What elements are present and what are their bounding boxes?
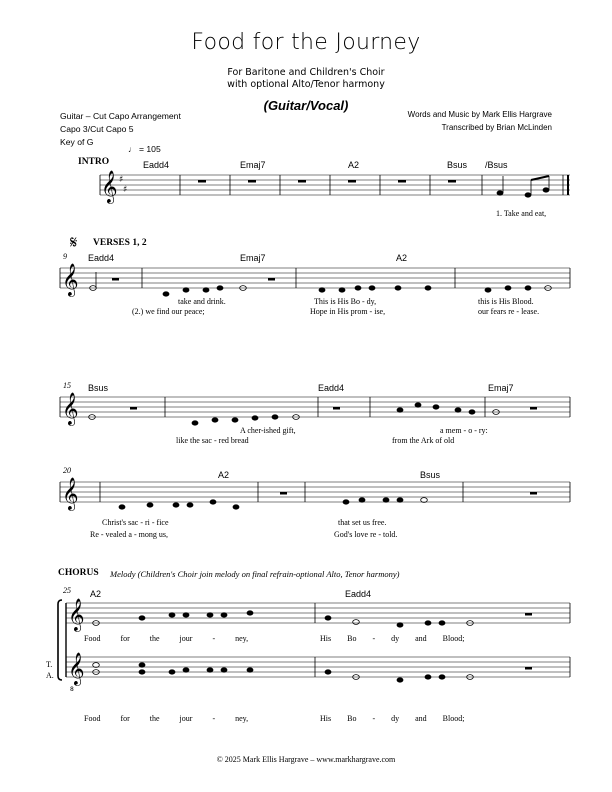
- chord-s3-bsus: Bsus: [88, 383, 109, 393]
- subtitle-line-1: For Baritone and Children's Choir: [227, 67, 385, 78]
- chord-s5-a2: A2: [90, 589, 102, 599]
- lyric-s3-v1-b: a mem - o - ry:: [440, 426, 488, 435]
- chorus-label: CHORUS: [58, 568, 99, 578]
- lyric-s2-v2-a: (2.) we find our peace;: [132, 307, 205, 316]
- subtitle-line-2: with optional Alto/Tenor harmony: [227, 79, 385, 90]
- key-text: Key of G: [60, 137, 94, 147]
- segno-icon: 𝄋: [70, 233, 78, 252]
- barlines: [60, 175, 570, 677]
- words-music-credit: Words and Music by Mark Ellis Hargrave: [407, 110, 552, 119]
- arrangement-text: Guitar – Cut Capo Arrangement: [60, 111, 181, 121]
- lyric-chorus-melody-b: His Bo - dy and Blood;: [320, 634, 465, 643]
- chord-intro-emaj7: Emaj7: [240, 160, 266, 170]
- chord-s2-a2: A2: [396, 253, 408, 263]
- sharp-icon: ♯: [119, 175, 124, 185]
- treble-clef-icon: 𝄞: [101, 170, 118, 203]
- chord-intro-eadd4: Eadd4: [143, 160, 170, 170]
- lyric-s4-v1-b: that set us free.: [338, 518, 387, 527]
- lyric-s2-v2-b: Hope in His prom - ise,: [310, 307, 386, 316]
- staff-label-a: A.: [46, 671, 54, 680]
- staff-label-t: T.: [46, 660, 53, 669]
- lyric-intro: 1. Take and eat,: [496, 209, 547, 218]
- lyric-s2-v1-a: take and drink.: [178, 297, 226, 306]
- system-bracket: [58, 600, 62, 680]
- lyric-chorus-ta-a: Food for the jour - ney,: [84, 714, 249, 723]
- rests: [112, 180, 540, 670]
- intro-label: INTRO: [78, 157, 110, 167]
- lyric-s2-v1-c: this is His Blood.: [478, 297, 534, 306]
- chord-intro-slash-bsus: /Bsus: [485, 160, 508, 170]
- treble-clef-8-icon: 𝄞: [68, 652, 85, 685]
- transcribed-credit: Transcribed by Brian McLinden: [441, 123, 552, 132]
- verses-label: VERSES 1, 2: [93, 238, 147, 248]
- lyric-s3-v2-a: like the sac - red bread: [176, 436, 249, 445]
- capo-text: Capo 3/Cut Capo 5: [60, 124, 134, 134]
- copyright-footer: © 2025 Mark Ellis Hargrave – www.markhargrave.com: [216, 755, 396, 764]
- staff-system-4: [60, 482, 570, 502]
- measure-number-9: 9: [63, 252, 67, 261]
- lyric-s2-v2-c: our fears re - lease.: [478, 307, 540, 316]
- chord-s4-bsus: Bsus: [420, 470, 441, 480]
- lyric-s4-v2-a: Re - vealed a - mong us,: [90, 530, 168, 539]
- chord-s3-eadd4: Eadd4: [318, 383, 345, 393]
- clefs: [62, 170, 127, 693]
- chord-s3-emaj7: Emaj7: [488, 383, 514, 393]
- notes: [89, 176, 552, 682]
- staff-system-2: [60, 268, 570, 288]
- chord-s2-eadd4: Eadd4: [88, 253, 115, 263]
- lyric-s3-v1-a: A cher-ished gift,: [240, 426, 296, 435]
- chorus-note: Melody (Children's Choir join melody on final refrain-optional Alto, Tenor harmony): [110, 569, 400, 579]
- measure-number-20: 20: [63, 466, 71, 475]
- chord-s2-emaj7: Emaj7: [240, 253, 266, 263]
- treble-clef-icon: 𝄞: [62, 392, 79, 425]
- sharp-icon: ♯: [123, 185, 128, 195]
- edition-label: (Guitar/Vocal): [263, 98, 349, 113]
- svg-text:8: 8: [70, 686, 74, 693]
- tempo-marking: ♩ = 105: [128, 144, 161, 154]
- lyric-s4-v1-a: Christ's sac - ri - fice: [102, 518, 169, 527]
- chord-intro-a2: A2: [348, 160, 360, 170]
- lyric-s2-v1-b: This is His Bo - dy,: [314, 297, 377, 306]
- measure-number-15: 15: [63, 381, 71, 390]
- treble-clef-icon: 𝄞: [68, 598, 85, 631]
- treble-clef-icon: 𝄞: [62, 263, 79, 296]
- lyric-s3-v2-b: from the Ark of old: [392, 436, 455, 445]
- song-title: Food for the Journey: [191, 30, 421, 55]
- chord-s4-a2: A2: [218, 470, 230, 480]
- treble-clef-icon: 𝄞: [62, 477, 79, 510]
- chord-s5-eadd4: Eadd4: [345, 589, 372, 599]
- lyric-s4-v2-b: God's love re - told.: [334, 530, 398, 539]
- measure-number-25: 25: [63, 586, 71, 595]
- lyric-chorus-ta-b: His Bo - dy and Blood;: [320, 714, 465, 723]
- chord-intro-bsus: Bsus: [447, 160, 468, 170]
- lyric-chorus-melody-a: Food for the jour - ney,: [84, 634, 249, 643]
